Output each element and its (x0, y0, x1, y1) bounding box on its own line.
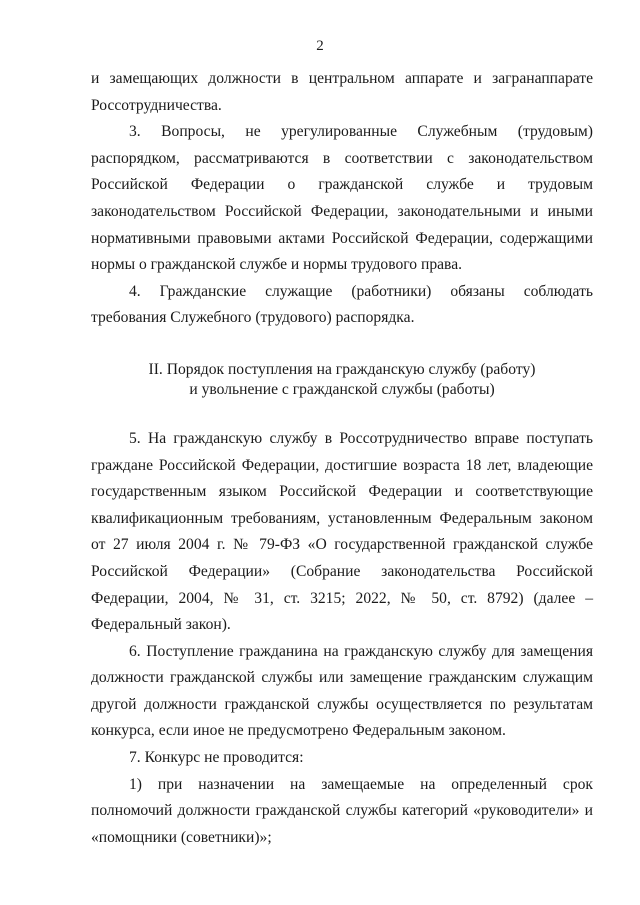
paragraph-4: 4. Гражданские служащие (работники) обязаны соблюдать требования Служебного (трудового) распорядка. (91, 282, 593, 327)
paragraph-7-item-1: 1) при назначении на замещаемые на определенный срок полномочий должности гражданской службы категорий «руководители» и «помощники (советники)»; (91, 775, 593, 846)
paragraph-3: 3. Вопросы, не урегулированные Служебным (трудовым) распорядком, рассматриваются в соответствии с законодательством Российской Федерации о гражданской службе и трудовым законодательством Российской Федерации, законодательными и иными нормативными правовыми актами Российской Федерации, содержащими нормы о гражданской службе и нормы трудового права. (91, 123, 593, 274)
paragraph-continuation: и замещающих должности в центральном аппарате и загранаппарате Россотрудничества. (91, 70, 593, 114)
paragraph-5: 5. На гражданскую службу в Россотрудничество вправе поступать граждане Российской Федерации, достигшие возраста 18 лет, владеющие государственным языком Российской Федерации и соответствующие квалификационным требованиям, установленным Федеральным законом от 27 июля 2004 г. № 79-ФЗ «О государственной гражданской службе Российской Федерации» (Собрание законодательства Российской Федерации, 2004, № 31, ст. 3215; 2022, № 50, ст. 8792) (далее – Федеральный закон). (91, 429, 593, 634)
section-heading (91, 360, 593, 400)
page-number: 2 (316, 38, 324, 54)
paragraph-7: 7. Конкурс не проводится: (129, 749, 304, 767)
section-heading-line-2: и увольнение с гражданской службы (работы) (189, 380, 495, 398)
section-heading-line-1: II. Порядок поступления на гражданскую службу (работу) (148, 360, 536, 378)
document-body (91, 66, 593, 851)
paragraph-6: 6. Поступление гражданина на гражданскую службу для замещения должности гражданской службы или замещение гражданским служащим другой должности гражданской службы осуществляется по результатам конкурса, если иное не предусмотрено Федеральным законом. (91, 642, 593, 740)
